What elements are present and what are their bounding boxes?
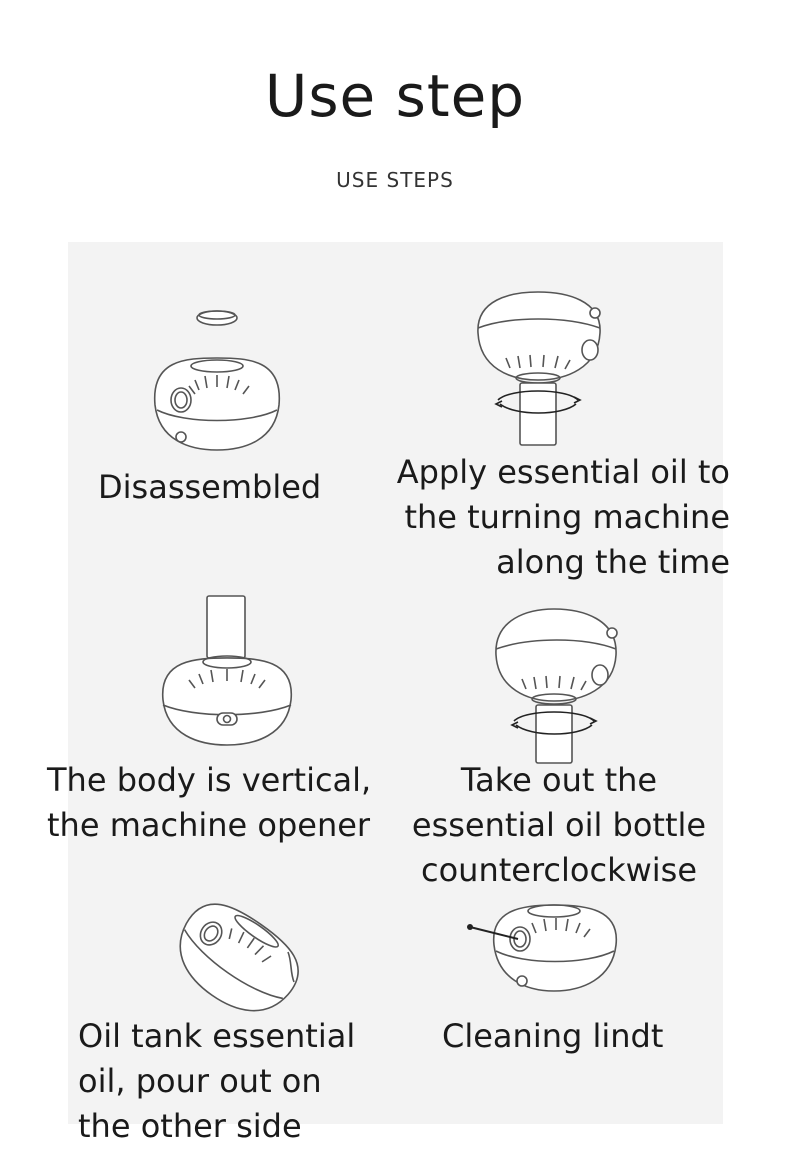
step-4-caption-line: counterclockwise xyxy=(420,851,698,889)
step-5-pour-illustration xyxy=(170,890,310,1020)
step-3-caption-line: The body is vertical, xyxy=(47,761,372,799)
step-3-upright-illustration xyxy=(155,590,305,750)
step-2-caption-line: along the time xyxy=(496,543,730,581)
step-1-diffuser-illustration xyxy=(145,300,295,460)
step-5-caption-line: Oil tank essential xyxy=(78,1017,356,1055)
step-3-caption xyxy=(47,758,371,848)
step-5-caption xyxy=(78,1014,355,1149)
step-5-caption-line: the other side xyxy=(78,1107,302,1145)
page-title: Use step xyxy=(264,62,526,130)
step-4-remove-bottle-illustration xyxy=(490,605,630,770)
step-4-caption xyxy=(408,758,710,893)
step-5-caption-line: oil, pour out on xyxy=(78,1062,322,1100)
step-3-caption-line: the machine opener xyxy=(47,806,371,844)
step-2-rotate-illustration xyxy=(470,288,610,453)
step-1-caption-line: Disassembled xyxy=(98,468,322,506)
step-2-caption-line: Apply essential oil to xyxy=(396,453,730,491)
step-4-caption-line: Take out the xyxy=(460,761,658,799)
step-6-cleaning-illustration xyxy=(462,895,627,1005)
step-2-caption xyxy=(397,450,730,585)
page-subtitle: USE STEPS xyxy=(336,168,454,192)
step-6-caption xyxy=(442,1014,663,1059)
step-6-caption-line: Cleaning lindt xyxy=(442,1017,664,1055)
step-1-caption xyxy=(98,465,321,510)
step-4-caption-line: essential oil bottle xyxy=(411,806,707,844)
step-2-caption-line: the turning machine xyxy=(404,498,730,536)
